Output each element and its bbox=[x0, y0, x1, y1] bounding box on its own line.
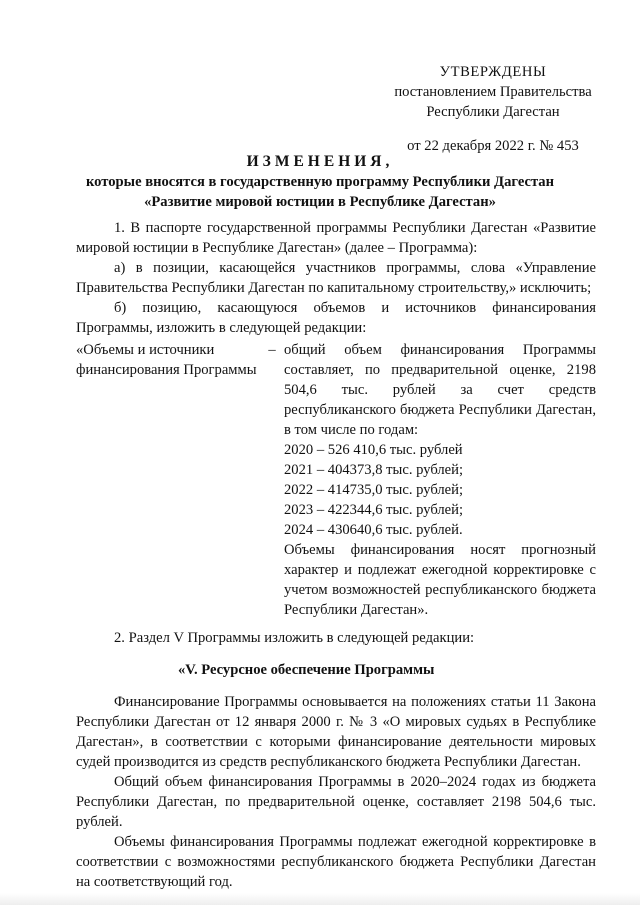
section-title: «V. Ресурсное обеспечение Программы bbox=[178, 662, 435, 678]
item-1: 1. В паспорте государственной программы Республики Дагестан «Развитие мировой юстиции в Республике Дагестан» (далее – Программа): bbox=[76, 220, 596, 256]
approval-stamp bbox=[378, 62, 608, 156]
financing-table-content bbox=[284, 340, 596, 620]
title-line-1: которые вносятся в государственную программу Республики Дагестан bbox=[85, 174, 555, 190]
financing-outro: Объемы финансирования носят прогнозный характер и подлежат ежегодной корректировке с учетом возможностей республиканского бюджета Республики Дагестан». bbox=[284, 542, 596, 618]
title-line-2: «Развитие мировой юстиции в Республике Дагестан» bbox=[144, 194, 496, 210]
financing-intro: общий объем финансирования Программы составляет, по предварительной оценке, 2198 504,6 тыс. рублей за счет средств республиканского бюджета Республики Дагестан, в том числе по годам: bbox=[284, 342, 596, 438]
approval-line-1: постановлением Правительства bbox=[394, 84, 592, 100]
financing-table-dash: – bbox=[268, 342, 276, 358]
approval-date: от 22 декабря 2022 г. № 453 bbox=[407, 138, 579, 154]
item-1b: б) позицию, касающуюся объемов и источников финансирования Программы, изложить в следующей редакции: bbox=[76, 300, 596, 336]
paragraph-1: Финансирование Программы основывается на положениях статьи 11 Закона Республики Дагестан от 12 января 2000 г. № 3 «О мировых судьях в Республике Дагестан», в соответствии с которыми финансирование деятельности мировых судей производится из средств республиканского бюджета Республики Дагестан. bbox=[76, 694, 596, 770]
document-title bbox=[60, 152, 580, 212]
item-1a: а) в позиции, касающейся участников программы, слова «Управление Правительства Республики Дагестан по капитальному строительству,» исключить; bbox=[76, 260, 596, 296]
year-line: 2021 – 404373,8 тыс. рублей; bbox=[284, 462, 464, 478]
year-line: 2023 – 422344,6 тыс. рублей; bbox=[284, 502, 464, 518]
approval-title: УТВЕРЖДЕНЫ bbox=[439, 64, 547, 80]
scan-edge bbox=[0, 893, 640, 905]
document-body bbox=[76, 218, 596, 892]
item-2: 2. Раздел V Программы изложить в следующей редакции: bbox=[114, 630, 475, 646]
year-line: 2022 – 414735,0 тыс. рублей; bbox=[284, 482, 464, 498]
approval-line-2: Республики Дагестан bbox=[426, 104, 560, 120]
financing-table bbox=[76, 340, 596, 620]
paragraph-3: Объемы финансирования Программы подлежат ежегодной корректировке в соответствии с возможностями республиканского бюджета Республики Дагестан на соответствующий год. bbox=[76, 834, 596, 890]
paragraph-2: Общий объем финансирования Программы в 2020–2024 годах из бюджета Республики Дагестан, по предварительной оценке, составляет 2198 504,6 тыс. рублей. bbox=[76, 774, 596, 830]
financing-table-label: «Объемы и источники финансирования Программы bbox=[76, 342, 257, 378]
title-heading: ИЗМЕНЕНИЯ, bbox=[246, 153, 394, 170]
year-line: 2020 – 526 410,6 тыс. рублей bbox=[284, 442, 463, 458]
year-line: 2024 – 430640,6 тыс. рублей. bbox=[284, 522, 463, 538]
